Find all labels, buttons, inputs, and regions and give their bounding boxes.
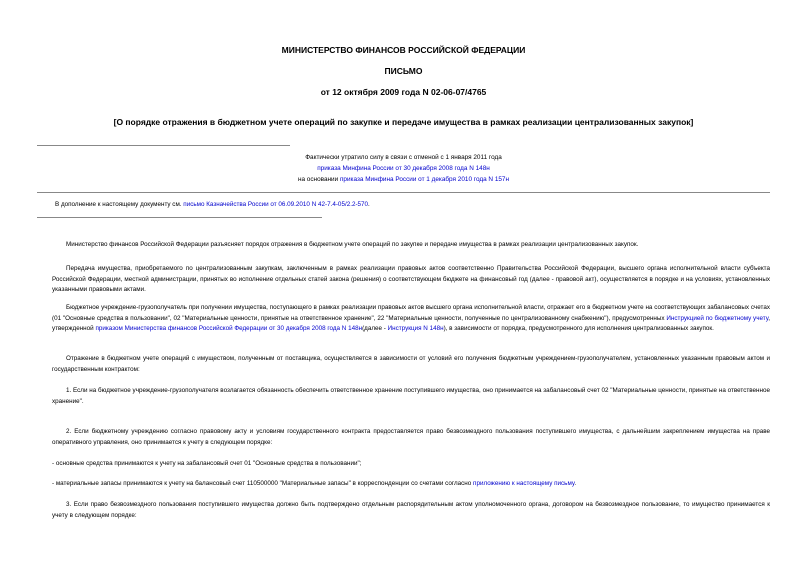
see-also-link[interactable]: письмо Казначейства России от 06.09.2010 N 42-7.4-05/2.2-570 [183, 201, 369, 208]
divider-status-bottom [37, 192, 770, 193]
doc-date-number: от 12 октября 2009 года N 02-06-07/4765 [320, 87, 487, 97]
see-also-suffix: . [368, 201, 370, 208]
paragraph-8 [52, 479, 770, 490]
see-also [55, 201, 370, 208]
p3-link-order[interactable]: приказом Министерства финансов Российской Федерации от 30 декабря 2008 года N 148н [95, 325, 363, 333]
paragraph-2: Передача имущества, приобретаемого по централизованным закупкам, заключенным в рамках реализации правовых актов соответственно Правительства Российской Федерации, высшего органа исполнительной власти субъекта Российской Федерации, местной администрации, принятых во исполнение отдельных статей закона (решения) о соответствующем бюджете на финансовый год (далее - правовой акт), осуществляется в порядке и на условиях, установленных указанными правовыми актами. [52, 265, 770, 294]
p3-text-c: (далее - [362, 325, 388, 333]
status-line-1: Фактически утратило силу в связи с отменой с 1 января 2011 года [305, 154, 502, 161]
ministry-title: МИНИСТЕРСТВО ФИНАНСОВ РОССИЙСКОЙ ФЕДЕРАЦИИ [281, 45, 526, 55]
paragraph-9: 3. Если право безвозмездного пользования поступившего имущества должно быть подтверждено отдельным распорядительным актом уполномоченного органа, договором на безвозмездное пользование, то имущество принимается к учету в следующем порядке: [52, 501, 770, 519]
p3-text-d: ), в зависимости от порядка, предусмотренного для исполнения централизованных закупок. [443, 325, 714, 333]
status-line-3-prefix: на основании [297, 176, 340, 183]
p3-link-instruction[interactable]: Инструкцией по бюджетному учету [666, 314, 769, 322]
p3-link-instruction-148n[interactable]: Инструкция N 148н [387, 325, 444, 333]
divider-top [37, 145, 290, 146]
p8-text-a: - материальные запасы принимаются к учету на балансовый счет 110500000 "Материальные запасы" в корреспонденции со счетами согласно [52, 480, 474, 487]
doc-type: ПИСЬМО [384, 66, 423, 76]
paragraph-3 [52, 303, 770, 335]
status-line-3 [0, 176, 807, 183]
p8-link-appendix[interactable]: приложению к настоящему письму [473, 480, 575, 487]
p3-text-a: Бюджетное учреждение-грузополучатель при получении имущества, поступающего в рамках реализации правовых актов высшего органа исполнительной власти, отражает его в бюджетном учете на соответствующих забалансовых счетах (01 "Основные средства в пользовании", 02 "Материальные ценности, принятые на ответственное хранение", 22 "Материальные ценности, полученные по централизованному снабжению"), предусмотренных [52, 304, 770, 322]
paragraph-6: 2. Если бюджетному учреждению согласно правовому акту и условиям государственного контракта предоставляется право безвозмездного пользования поступившего имущества, с дальнейшим закреплением имущества на праве оперативного управления, оно принимается к учету в следующем порядке: [52, 428, 770, 446]
p8-text-b: . [574, 480, 577, 487]
paragraph-5: 1. Если на бюджетное учреждение-грузополучателя возлагается обязанность обеспечить ответственное хранение поступившего имущества, оно принимается на забалансовый счет 02 "Материальные ценности, принятые на ответственное хранение". [52, 387, 770, 405]
status-line-2 [0, 165, 807, 172]
see-also-prefix: В дополнение к настоящему документу см. [55, 201, 184, 208]
status-link-157n[interactable]: приказа Минфина России от 1 декабря 2010 года N 157н [339, 176, 510, 183]
p3-text-b: , утвержденной [52, 314, 770, 333]
status-link-148n[interactable]: приказа Минфина России от 30 декабря 2008 года N 148н [317, 165, 490, 172]
paragraph-4: Отражение в бюджетном учете операций с имуществом, полученным от поставщика, осуществляется в зависимости от условий его получения бюджетным учреждением-грузополучателем, установленных указанным правовым актом и государственным контрактом: [52, 355, 770, 373]
paragraph-7: - основные средства принимаются к учету на забалансовый счет 01 "Основные средства в пользовании"; [52, 460, 362, 467]
doc-subject: [О порядке отражения в бюджетном учете операций по закупке и передаче имущества в рамках реализации централизованных закупок] [113, 117, 694, 127]
divider-see-also [37, 217, 322, 218]
paragraph-1: Министерство финансов Российской Федерации разъясняет порядок отражения в бюджетном учете операций по закупке и передаче имущества в рамках реализации централизованных закупок. [66, 241, 639, 248]
